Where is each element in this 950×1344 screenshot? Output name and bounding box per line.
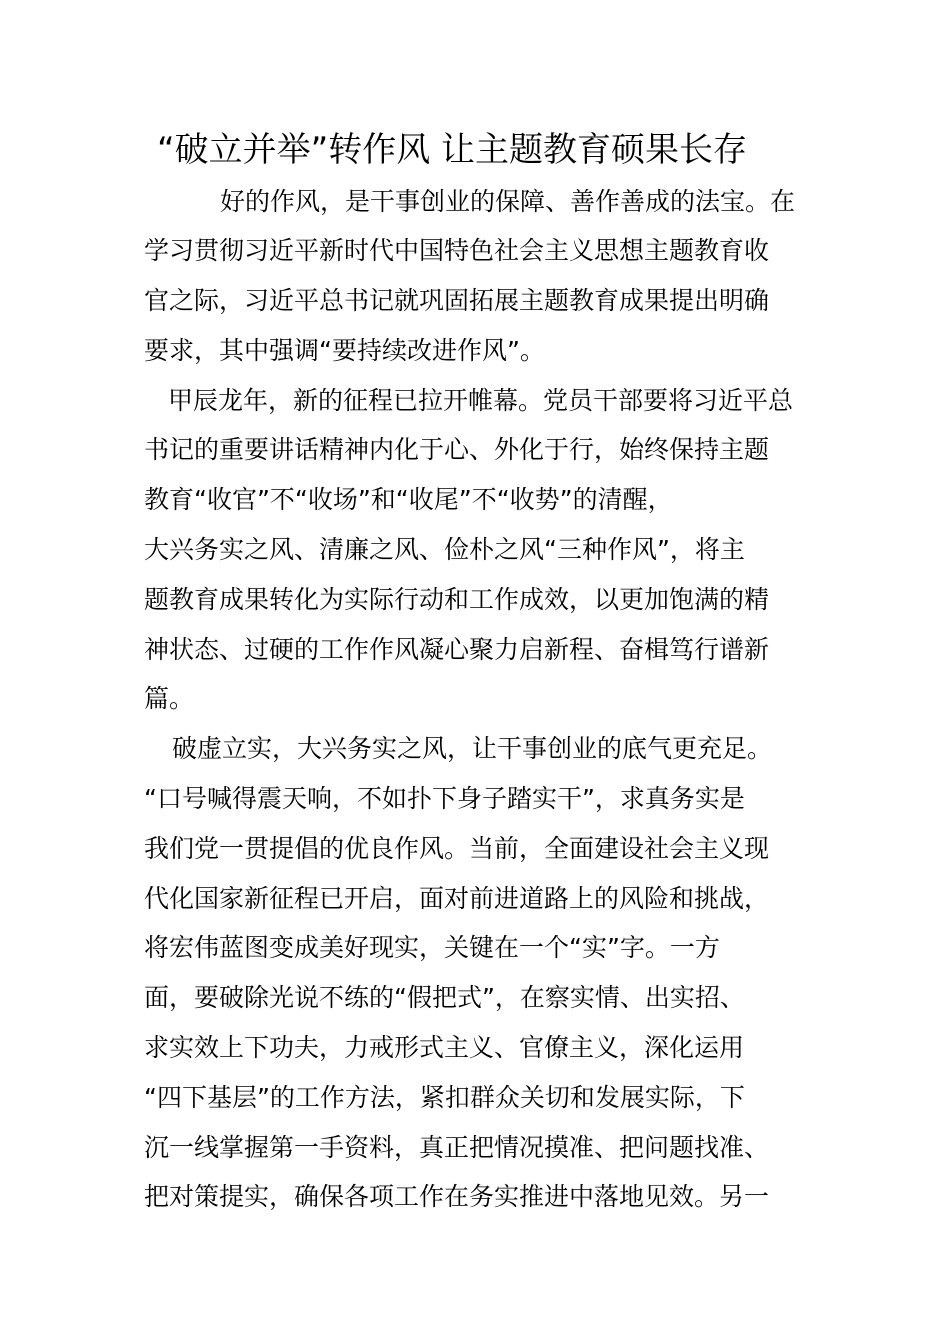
text-line: 学习贯彻习近平新时代中国特色社会主义思想主题教育收 bbox=[144, 236, 770, 265]
text-line: 我们党一贯提倡的优良作风。当前，全面建设社会主义现 bbox=[144, 834, 770, 863]
text-line: “口号喊得震天响，不如扑下身子踏实干”，求真务实是 bbox=[144, 784, 745, 813]
text-line: 篇。 bbox=[144, 684, 195, 713]
text-line: 把对策提实，确保各项工作在务实推进中落地见效。另一 bbox=[144, 1182, 770, 1211]
text-line: 大兴务实之风、清廉之风、俭朴之风“三种作风”，将主 bbox=[144, 535, 745, 564]
text-line: 求实效上下功夫，力戒形式主义、官僚主义，深化运用 bbox=[144, 1033, 745, 1062]
text-line: 将宏伟蓝图变成美好现实，关键在一个“实”字。一方 bbox=[144, 933, 720, 962]
text-line: 题教育成果转化为实际行动和工作成效，以更加饱满的精 bbox=[144, 585, 770, 614]
text-line: 神状态、过硬的工作作风凝心聚力启新程、奋楫笃行谱新 bbox=[144, 635, 770, 664]
text-line: 教育“收官”不“收场”和“收尾”不“收势”的清醒， bbox=[144, 485, 673, 514]
text-line: 好的作风，是干事创业的保障、善作善成的法宝。在 bbox=[220, 187, 796, 216]
text-line: 破虚立实，大兴务实之风，让干事创业的底气更充足。 bbox=[172, 734, 773, 763]
text-line: 书记的重要讲话精神内化于心、外化于行，始终保持主题 bbox=[144, 435, 770, 464]
text-line: 面，要破除光说不练的“假把式”，在察实情、出实招、 bbox=[144, 983, 745, 1012]
text-line: 甲辰龙年，新的征程已拉开帷幕。党员干部要将习近平总 bbox=[168, 386, 794, 415]
text-line: 代化国家新征程已开启，面对前进道路上的风险和挑战， bbox=[144, 884, 770, 913]
text-line: “四下基层”的工作方法，紧扣群众关切和发展实际，下 bbox=[144, 1083, 745, 1112]
text-line: 要求，其中强调“要持续改进作风”。 bbox=[144, 336, 545, 365]
document-title: “破立并举”转作风 让主题教育硕果长存 bbox=[157, 130, 748, 170]
text-line: 官之际，习近平总书记就巩固拓展主题教育成果提出明确 bbox=[144, 286, 770, 315]
text-line: 沉一线掌握第一手资料，真正把情况摸准、把问题找准、 bbox=[144, 1133, 770, 1162]
